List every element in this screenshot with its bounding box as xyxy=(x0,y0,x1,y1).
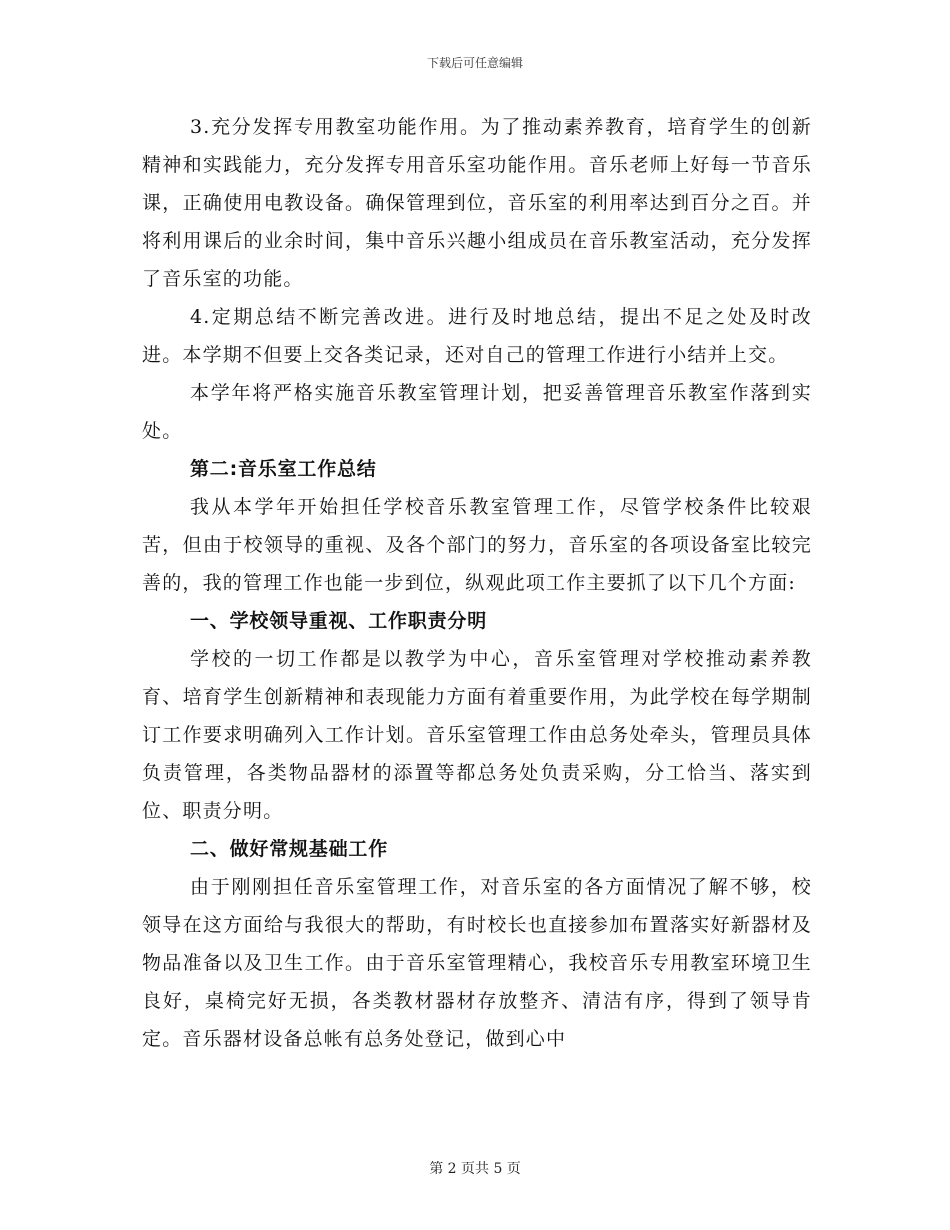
section-heading-one: 一、学校领导重视、工作职责分明 xyxy=(190,610,488,632)
page-header-note: 下载后可任意编辑 xyxy=(426,56,523,70)
section-heading-part-two: 第二:音乐室工作总结 xyxy=(190,458,377,480)
paragraph-routine-work: 由于刚刚担任音乐室管理工作，对音乐室的各方面情况了解不够，校领导在这方面给与我很大的帮助，有时校长也直接参加布置落实好新器材及物品准备以及卫生工作。由于音乐室管理精心，我校音乐专用教室环境卫生良好，桌椅完好无损，各类教材器材存放整齐、清洁有序，得到了领导肯定。音乐器材设备总帐有总务处登记，做到心中 xyxy=(142,876,812,1050)
paragraph-conclusion: 本学年将严格实施音乐教室管理计划，把妥善管理音乐教室作落到实处。 xyxy=(142,382,812,442)
paragraph-item-4: 4.定期总结不断完善改进。进行及时地总结，提出不足之处及时改进。本学期不但要上交各类记录，还对自己的管理工作进行小结并上交。 xyxy=(142,306,812,366)
section-heading-two: 二、做好常规基础工作 xyxy=(190,838,389,860)
paragraph-leadership: 学校的一切工作都是以教学为中心，音乐室管理对学校推动素养教育、培育学生创新精神和表现能力方面有着重要作用，为此学校在每学期制订工作要求明确列入工作计划。音乐室管理工作由总务处牵头，管理员具体负责管理，各类物品器材的添置等都总务处负责采购，分工恰当、落实到位、职责分明。 xyxy=(142,648,812,822)
document-body xyxy=(142,108,812,1058)
paragraph-intro: 我从本学年开始担任学校音乐教室管理工作，尽管学校条件比较艰苦，但由于校领导的重视、及各个部门的努力，音乐室的各项设备室比较完善的，我的管理工作也能一步到位，纵观此项工作主要抓了以下几个方面: xyxy=(142,496,812,594)
paragraph-item-3: 3.充分发挥专用教室功能作用。为了推动素养教育，培育学生的创新精神和实践能力，充分发挥专用音乐室功能作用。音乐老师上好每一节音乐课，正确使用电教设备。确保管理到位，音乐室的利用率达到百分之百。并将利用课后的业余时间，集中音乐兴趣小组成员在音乐教室活动，充分发挥了音乐室的功能。 xyxy=(142,116,812,290)
page-number-footer: 第 2 页共 5 页 xyxy=(429,1161,521,1177)
